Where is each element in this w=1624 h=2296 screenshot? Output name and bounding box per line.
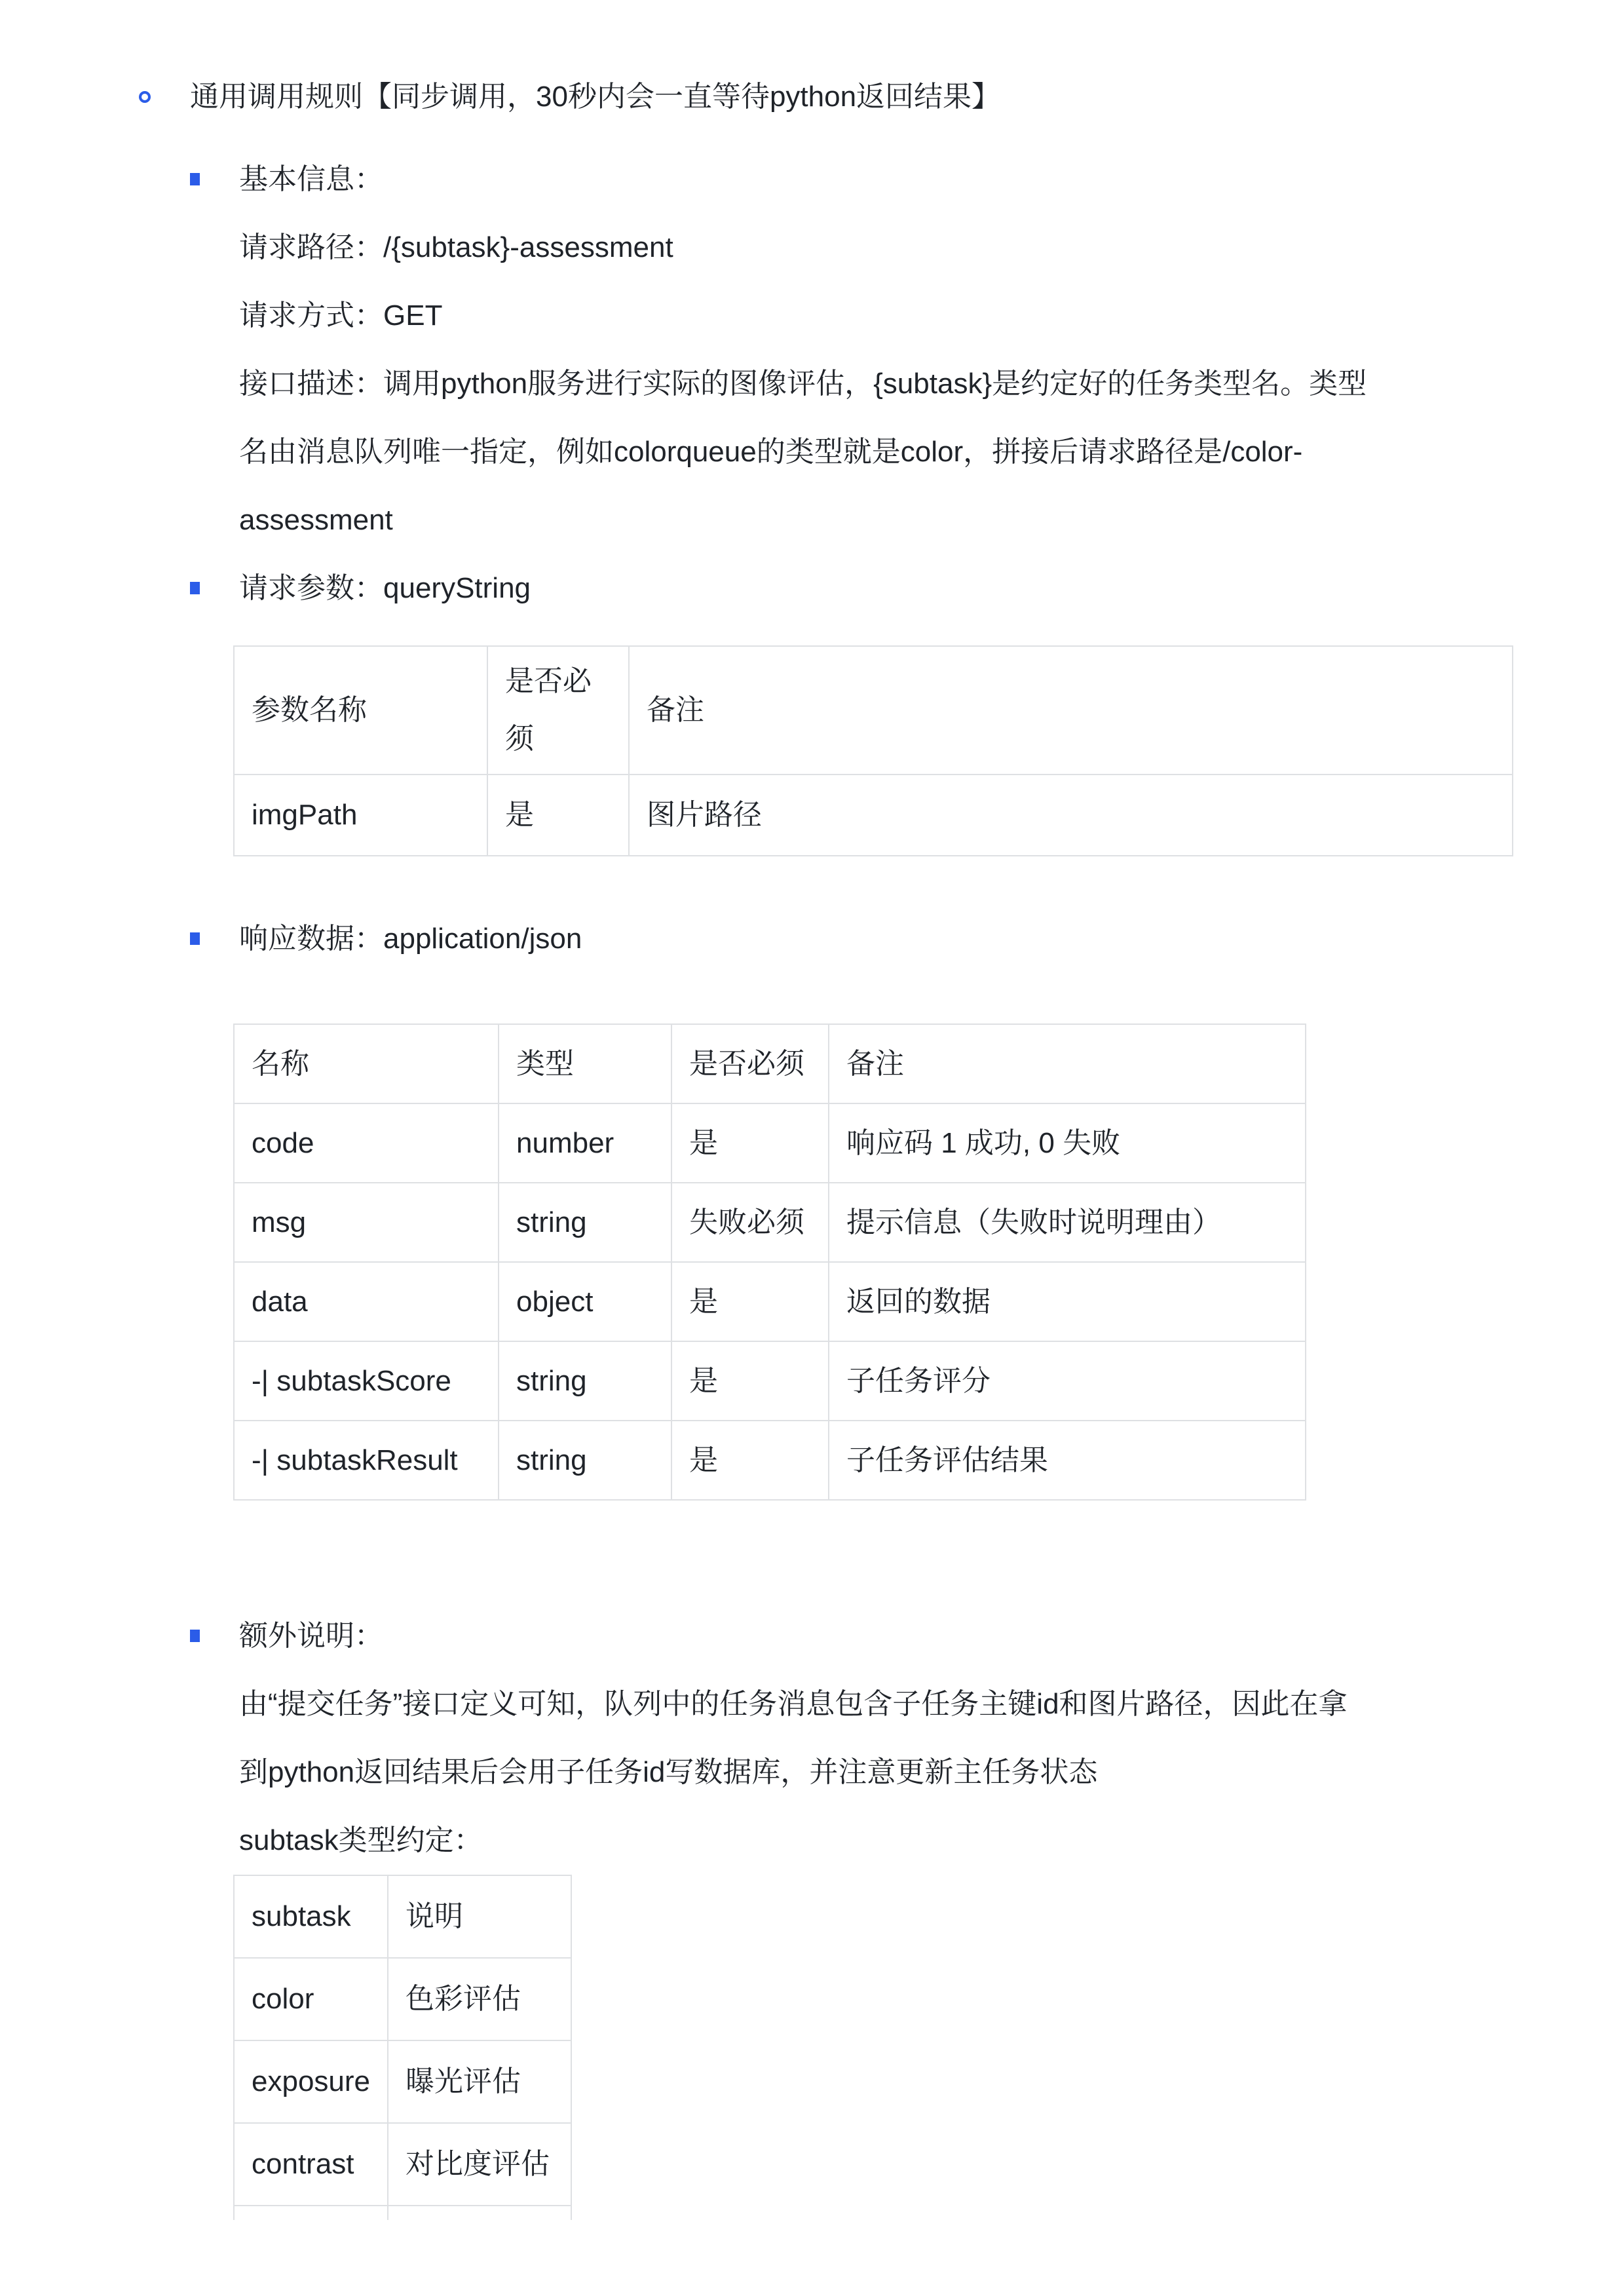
- square-bullet-icon: [190, 1630, 200, 1642]
- list-item-extra-notes: [190, 1602, 1624, 1670]
- extra-note-line: 到python返回结果后会用子任务id写数据库，并注意更新主任务状态: [239, 1756, 1098, 1788]
- table-row: [234, 1103, 1306, 1183]
- table-cell: 是: [671, 1421, 829, 1500]
- table-header-cell: subtask: [234, 1875, 388, 1958]
- list-item-general-rules: [139, 63, 1624, 131]
- table-row: [234, 775, 1513, 856]
- table-cell: code: [234, 1103, 499, 1183]
- square-bullet-icon: [190, 173, 200, 185]
- table-cell: 对比度评估: [388, 2123, 571, 2206]
- table-cell: 是: [671, 1262, 829, 1341]
- table-header-cell: 说明: [388, 1875, 571, 1958]
- table-row: [234, 2123, 571, 2206]
- response-data-label: 响应数据：application/json: [239, 923, 582, 955]
- table-header-cell: 备注: [829, 1024, 1306, 1103]
- extra-notes-label: 额外说明：: [239, 1620, 383, 1652]
- table-cell: 色彩评估: [388, 1958, 571, 2040]
- list-item-request-params: [190, 554, 1624, 622]
- table-cell: [388, 2206, 571, 2220]
- extra-notes-body: [239, 1670, 1624, 1875]
- table-cell: -| subtaskScore: [234, 1341, 499, 1421]
- subtask-table-clip: [233, 1875, 1624, 2220]
- table-cell: imgPath: [234, 775, 487, 856]
- table-header-cell: 参数名称: [234, 646, 487, 775]
- table-cell: object: [499, 1262, 671, 1341]
- table-header-row: [234, 1875, 571, 1958]
- extra-note-line: 由“提交任务”接口定义可知，队列中的任务消息包含子任务主键id和图片路径，因此在拿: [239, 1688, 1348, 1720]
- table-cell: -| subtaskResult: [234, 1421, 499, 1500]
- list-item-basic-info: [190, 145, 1624, 214]
- table-row: [234, 1421, 1306, 1500]
- table-row: [234, 1958, 571, 2040]
- list-item-response-data: [190, 905, 1624, 973]
- table-row: [234, 2040, 571, 2123]
- square-bullet-icon: [190, 582, 200, 594]
- table-cell: 子任务评分: [829, 1341, 1306, 1421]
- table-cell: 返回的数据: [829, 1262, 1306, 1341]
- basic-info-body: [239, 214, 1624, 554]
- request-params-table: [233, 645, 1513, 856]
- circle-bullet-icon: [139, 91, 151, 103]
- table-cell: 失败必须: [671, 1183, 829, 1262]
- table-cell: 曝光评估: [388, 2040, 571, 2123]
- table-header-row: [234, 1024, 1306, 1103]
- request-path-line: 请求路径：/{subtask}-assessment: [239, 231, 673, 263]
- table-cell: [234, 2206, 388, 2220]
- table-header-cell: 类型: [499, 1024, 671, 1103]
- api-description-line: assessment: [239, 504, 393, 536]
- table-header-cell: 是否必须: [487, 646, 629, 775]
- subtask-table: [233, 1875, 572, 2220]
- subtask-caption: subtask类型约定：: [239, 1824, 483, 1856]
- table-cell: 响应码 1 成功, 0 失败: [829, 1103, 1306, 1183]
- table-cell: 子任务评估结果: [829, 1421, 1306, 1500]
- table-cell: exposure: [234, 2040, 388, 2123]
- request-params-label: 请求参数：queryString: [239, 572, 531, 604]
- table-row: [234, 1341, 1306, 1421]
- table-cell: string: [499, 1421, 671, 1500]
- table-cell: 图片路径: [629, 775, 1513, 856]
- table-row: [234, 1183, 1306, 1262]
- table-cell: msg: [234, 1183, 499, 1262]
- request-method-line: 请求方式：GET: [239, 299, 443, 332]
- table-cell: 是: [671, 1341, 829, 1421]
- table-row-partial: [234, 2206, 571, 2220]
- table-header-cell: 是否必须: [671, 1024, 829, 1103]
- table-cell: contrast: [234, 2123, 388, 2206]
- response-data-table: [233, 1024, 1306, 1501]
- basic-info-label: 基本信息：: [239, 163, 383, 195]
- table-header-row: [234, 646, 1513, 775]
- general-rules-title: 通用调用规则【同步调用，30秒内会一直等待python返回结果】: [190, 81, 1001, 113]
- table-cell: 是: [671, 1103, 829, 1183]
- square-bullet-icon: [190, 932, 200, 945]
- table-row: [234, 1262, 1306, 1341]
- table-cell: number: [499, 1103, 671, 1183]
- table-cell: 是: [487, 775, 629, 856]
- table-cell: string: [499, 1183, 671, 1262]
- table-header-cell: 备注: [629, 646, 1513, 775]
- table-cell: color: [234, 1958, 388, 2040]
- api-description-line: 接口描述：调用python服务进行实际的图像评估，{subtask}是约定好的任务类型名。类型: [239, 368, 1367, 400]
- table-cell: string: [499, 1341, 671, 1421]
- api-description-line: 名由消息队列唯一指定，例如colorqueue的类型就是color，拼接后请求路径是/color-: [239, 436, 1303, 468]
- table-cell: data: [234, 1262, 499, 1341]
- table-header-cell: 名称: [234, 1024, 499, 1103]
- table-cell: 提示信息（失败时说明理由）: [829, 1183, 1306, 1262]
